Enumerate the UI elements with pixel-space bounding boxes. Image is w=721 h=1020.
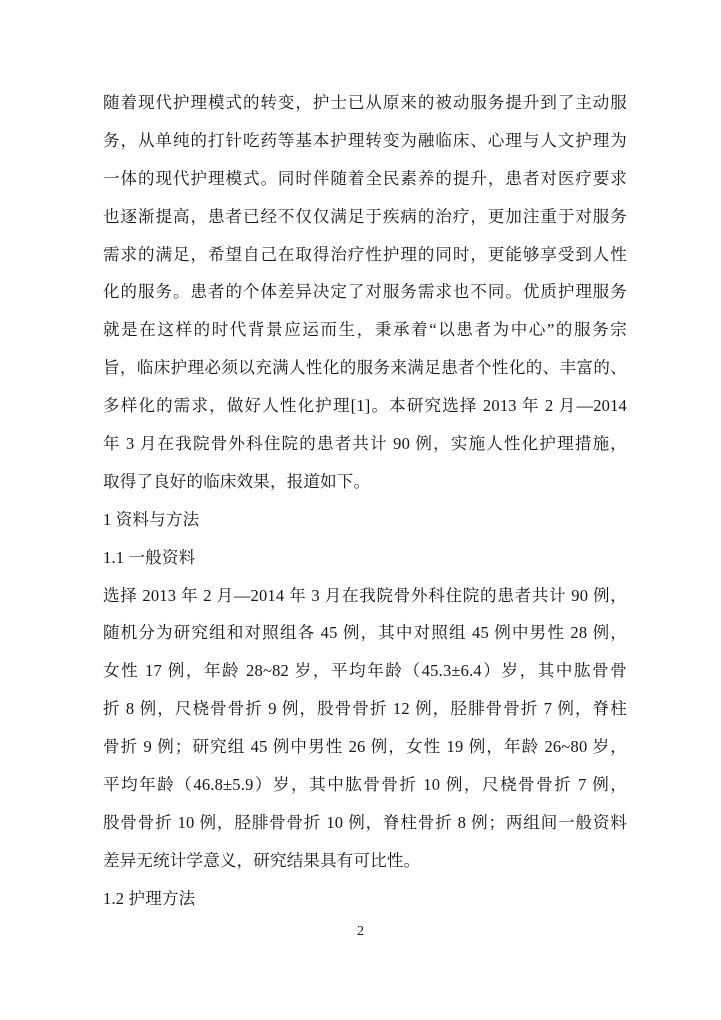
- document-body-text: [103, 84, 627, 918]
- text-line: 折 8 例，尺桡骨骨折 9 例，股骨骨折 12 例，胫腓骨骨折 7 例，脊柱: [103, 699, 627, 719]
- text-line: 务，从单纯的打针吃药等基本护理转变为融临床、心理与人文护理为: [103, 130, 627, 150]
- text-line: 平均年龄（46.8±5.9）岁，其中肱骨骨折 10 例，尺桡骨骨折 7 例，: [103, 775, 627, 795]
- page-footer: [0, 922, 721, 942]
- text-line: 也逐渐提高，患者已经不仅仅满足于疾病的治疗，更加注重于对服务: [103, 206, 627, 226]
- text-line: 需求的满足，希望自己在取得治疗性护理的同时，更能够享受到人性: [103, 244, 627, 264]
- text-line: 1 资料与方法: [103, 509, 200, 529]
- text-line: 女性 17 例，年龄 28~82 岁，平均年龄（45.3±6.4）岁，其中肱骨骨: [103, 661, 627, 681]
- text-line: 选择 2013 年 2 月—2014 年 3 月在我院骨外科住院的患者共计 90 例，: [103, 585, 627, 605]
- text-line: 多样化的需求，做好人性化护理[1]。本研究选择 2013 年 2 月—2014: [103, 396, 627, 416]
- text-line: 就是在这样的时代背景应运而生，秉承着“以患者为中心”的服务宗: [103, 320, 627, 340]
- page-number: 2: [357, 924, 364, 939]
- text-line: 取得了良好的临床效果，报道如下。: [103, 471, 371, 491]
- text-line: 股骨骨折 10 例，胫腓骨骨折 10 例，脊柱骨折 8 例；两组间一般资料: [103, 812, 627, 832]
- text-line: 旨，临床护理必须以充满人性化的服务来满足患者个性化的、丰富的、: [103, 358, 627, 378]
- text-line: 一体的现代护理模式。同时伴随着全民素养的提升，患者对医疗要求: [103, 168, 627, 188]
- text-line: 1.2 护理方法: [103, 888, 196, 908]
- text-line: 随机分为研究组和对照组各 45 例，其中对照组 45 例中男性 28 例，: [103, 623, 627, 643]
- text-line: 差异无统计学意义，研究结果具有可比性。: [103, 850, 421, 870]
- text-line: 骨折 9 例；研究组 45 例中男性 26 例，女性 19 例，年龄 26~80 岁，: [103, 737, 627, 757]
- text-line: 1.1 一般资料: [103, 547, 196, 567]
- text-line: 年 3 月在我院骨外科住院的患者共计 90 例，实施人性化护理措施，: [103, 434, 627, 454]
- text-line: 随着现代护理模式的转变，护士已从原来的被动服务提升到了主动服: [103, 93, 627, 112]
- text-line: 化的服务。患者的个体差异决定了对服务需求也不同。优质护理服务: [103, 282, 627, 302]
